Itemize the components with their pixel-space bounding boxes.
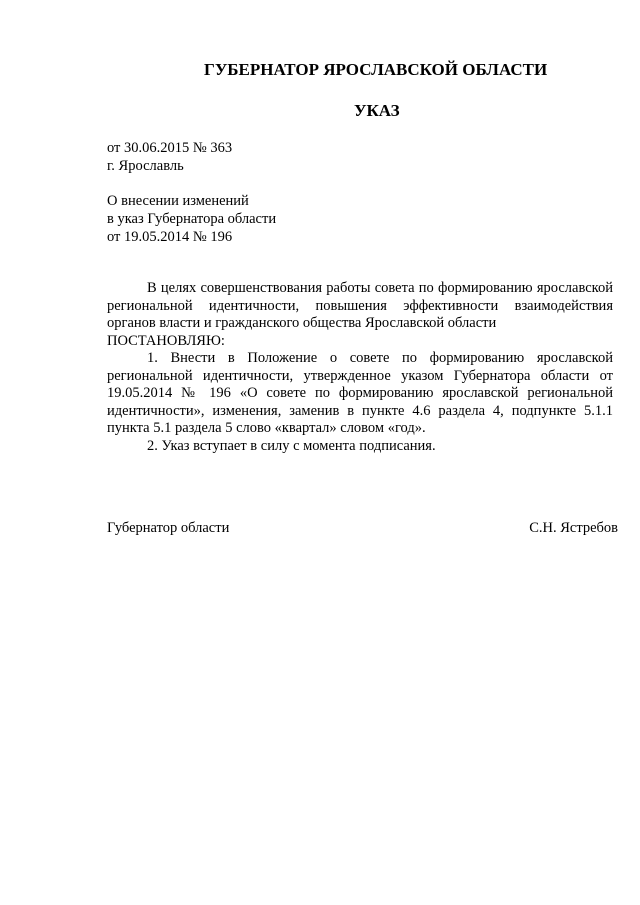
subject-line: в указ Губернатора области <box>107 211 277 227</box>
document-type-heading: УКАЗ <box>354 101 400 120</box>
subject-line: О внесении изменений <box>107 193 249 209</box>
subject-line: от 19.05.2014 № 196 <box>107 229 233 245</box>
decree-item: 1. Внести в Положение о совете по формированию ярославской региональной идентичности, утвержденное указом Губернатора области от 19.05.2014 № 196 «О совете по формированию ярославской региональной идентичности», изменения, заменив в пункте 4.6 раздела 4, подпункте 5.1.1 пункта 5.1 раздела 5 слово «квартал» словом «год». <box>107 350 613 436</box>
preamble-paragraph: В целях совершенствования работы совета по формированию ярославской региональной идентичности, повышения эффективности взаимодействия органов власти и гражданского общества Ярославской области <box>107 280 613 331</box>
document-subject <box>107 192 527 246</box>
signature-block <box>107 519 618 539</box>
document-body <box>107 280 613 455</box>
signatory-title: Губернатор области <box>107 520 230 536</box>
issuing-authority-heading: ГУБЕРНАТОР ЯРОСЛАВСКОЙ ОБЛАСТИ <box>204 60 548 79</box>
decree-item: 2. Указ вступает в силу с момента подписания. <box>147 437 436 454</box>
document-date-block <box>107 139 527 175</box>
document-date-number: от 30.06.2015 № 363 <box>107 140 233 156</box>
document-place: г. Ярославль <box>107 158 184 174</box>
signatory-name: С.Н. Ястребов <box>529 520 618 536</box>
decree-word: ПОСТАНОВЛЯЮ: <box>107 332 225 349</box>
